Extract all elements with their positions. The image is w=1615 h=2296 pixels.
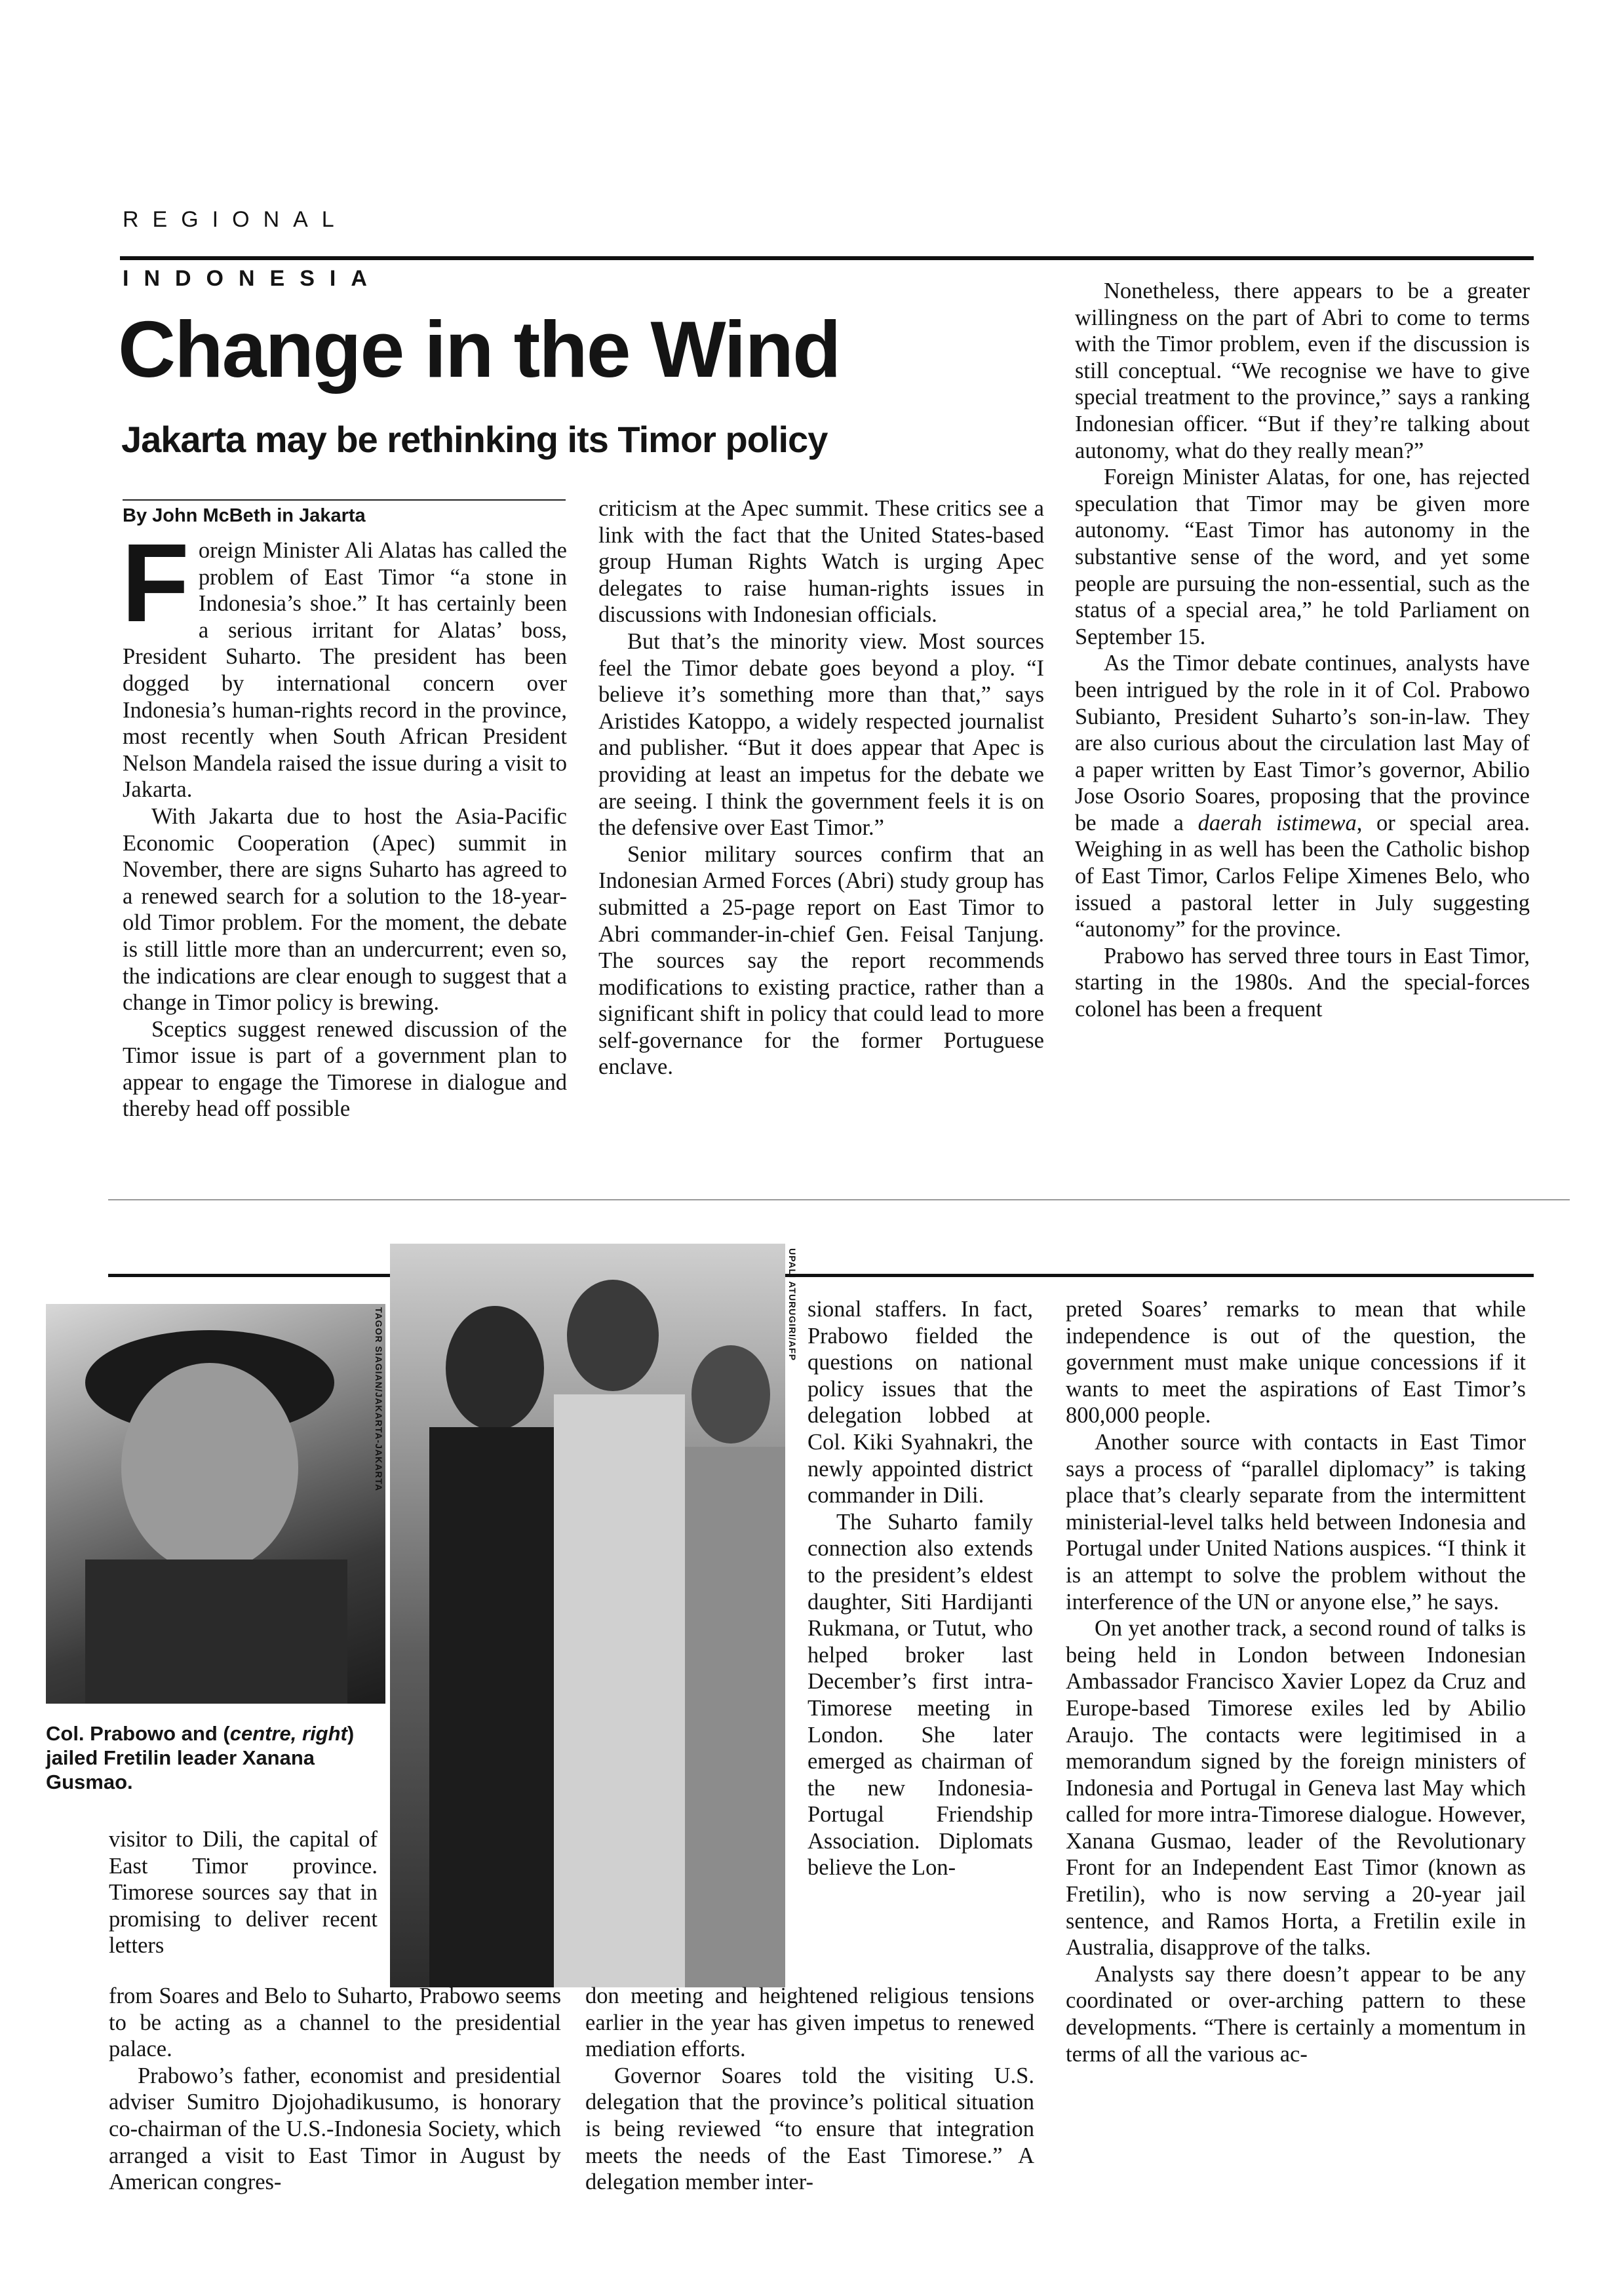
paragraph: Another source with contacts in East Timor says a process of “parallel diplomacy” is taking place that’s clearly separate from the intermittent ministerial-level talks held between Indonesia and Portugal under United Nations auspices. “I think it is an attempt to solve the problem without the interference of the UN or anyone else,” he says. (1066, 1429, 1526, 1615)
photo-credit-left: TAGOR SIAGIAN/JAKARTA-JAKARTA (374, 1307, 384, 1491)
bottom-middle-column (585, 1983, 1034, 2196)
bottom-right-column (1066, 1296, 1526, 2067)
bottom-middle-narrow-column (808, 1296, 1033, 1881)
paragraph: Foreign Minister Alatas, for one, has rejected speculation that Timor may be given more autonomy. “East Timor has autonomy in the substantive sense of the word, and yet some people are pursuing the non-essential, such as the status of a special area,” he told Parliament on September 15. (1075, 465, 1530, 649)
photo-gusmao-escorted (390, 1244, 785, 1987)
paragraph: preted Soares’ remarks to mean that while independence is out of the question, the government must make unique concessions if it wants to meet the aspirations of East Timor’s 800,000 people. (1066, 1297, 1526, 1428)
deck: Jakarta may be rethinking its Timor policy (121, 419, 828, 460)
photo-credit-right: UPALI ATURUGIRI/AFP (787, 1248, 798, 1361)
paragraph: With Jakarta due to host the Asia-Pacific Economic Cooperation (Apec) summit in November, there are signs Suharto has agreed to a renewed search for a solution to the 18-year-old Timor problem. For the moment, the debate is still little more than an undercurrent; even so, the indications are clear enough to suggest that a change in Timor policy is brewing. (123, 803, 567, 1016)
paragraph: Senior military sources confirm that an Indonesian Armed Forces (Abri) study group has submitted a 25-page report on East Timor to Abri commander-in-chief Gen. Feisal Tanjung. The sources say the report recommends modifications to existing practice, rather than a significant shift in policy that could lead to more self-governance for the former Portuguese enclave. (598, 841, 1044, 1080)
kicker: INDONESIA (123, 266, 382, 291)
paragraph: Prabowo has served three tours in East Timor, starting in the 1980s. And the special-forces colonel has been a frequent (1075, 943, 1530, 1022)
text-run: As the Timor debate continues, analysts have been intrigued by the role in it of Col. Prabowo Subianto, President Suharto’s son-in-law. They are also curious about the circulation last May of a paper written by East Timor’s governor, Abilio Jose Osorio Soares, proposing that the province be made a (1075, 651, 1530, 835)
photo-prabowo-portrait (46, 1304, 385, 1704)
paragraph: Nonetheless, there appears to be a greater willingness on the part of Abri to come to terms with the Timor problem, even if the discussion is still conceptual. “We recognise we have to give special treatment to the province,” says a ranking Indonesian officer. “But if they’re talking about autonomy, what do they really mean?” (1075, 278, 1530, 463)
photo-caption (46, 1721, 387, 1794)
italic-term: daerah istimewa (1197, 810, 1357, 835)
bottom-left-column (109, 1983, 561, 2196)
paragraph: Prabowo’s father, economist and presidential adviser Sumitro Djojohadikusumo, is honorary co-chairman of the U.S.-Indonesia Society, which arranged a visit to East Timor in August by American congres- (109, 2063, 561, 2195)
byline-rule (123, 499, 566, 501)
section-divider (108, 1199, 1570, 1200)
caption-italic: centre, right (229, 1722, 347, 1745)
caption-text: Col. Prabowo and ( (46, 1722, 230, 1745)
paragraph: Analysts say there doesn’t appear to be any coordinated or over-arching pattern to these developments. “There is certainly a momentum in terms of all the various ac- (1066, 1961, 1526, 2067)
caption-text: ) jailed Fretilin leader Xanana Gusmao. (46, 1722, 355, 1793)
paragraph: But that’s the minority view. Most sources feel the Timor debate goes beyond a ploy. “I believe it’s something more than that,” says Aristides Katoppo, a widely respected journalist and publisher. “But it does appear that Apec is providing at least an impetus for the debate we are seeing. I think the government feels it is on the defensive over East Timor.” (598, 628, 1044, 841)
paragraph: oreign Minister Ali Alatas has called the problem of East Timor “a stone in Indonesia’s shoe.” It has certainly been a serious irritant for Alatas’ boss, President Suharto. The president has been dogged by international concern over Indonesia’s human-rights record in the province, most recently when South African President Nelson Mandela raised the issue during a visit to Jakarta. (123, 538, 567, 803)
drop-cap: F (121, 521, 189, 645)
bottom-section-rule (108, 1274, 1534, 1277)
paragraph: sional staffers. In fact, Prabowo fielded the questions on national policy issues that the delegation lobbed at Col. Kiki Syahnakri, the newly appointed district commander in Dili. (808, 1297, 1033, 1508)
text-run: , or special area. Weighing in as well has been the Catholic bishop of East Timor, Carlos Felipe Ximenes Belo, who issued a pastoral letter in July suggesting “autonomy” for the province. (1075, 810, 1530, 942)
paragraph (1075, 650, 1530, 943)
byline: By John McBeth in Jakarta (123, 505, 366, 526)
portrait-silhouette (46, 1304, 385, 1704)
paragraph: don meeting and heightened religious tensions earlier in the year has given impetus to renewed mediation efforts. (585, 1983, 1034, 2062)
paragraph: The Suharto family connection also extends to the president’s eldest daughter, Siti Hardijanti Rukmana, or Tutut, who helped broker last December’s first intra-Timorese meeting in London. She later emerged as chairman of the new Indonesia-Portugal Friendship Association. Diplomats believe the Lon- (808, 1509, 1033, 1881)
paragraph: from Soares and Belo to Suharto, Prabowo seems to be acting as a channel to the presidential palace. (109, 1983, 561, 2062)
paragraph: visitor to Dili, the capital of East Timor province. Timorese sources say that in promising to deliver recent letters (109, 1827, 378, 1959)
headline: Change in the Wind (118, 305, 840, 394)
group-silhouette (390, 1244, 785, 1987)
paragraph: On yet another track, a second round of talks is being held in London between Indonesian Ambassador Francisco Xavier Lopez da Cruz and Europe-based Timorese exiles led by Abilio Araujo. The contacts were legitimised in a memorandum signed by the foreign ministers of Indonesia and Portugal in Geneva last May which called for more intra-Timorese dialogue. However, Xanana Gusmao, leader of the Revolutionary Front for an Independent East Timor (known as Fretilin), who is now serving a 20-year jail sentence, and Ramos Horta, a Fretilin exile in Australia, disapprove of the talks. (1066, 1616, 1526, 1961)
bottom-left-narrow-column (109, 1826, 378, 1959)
paragraph: Sceptics suggest renewed discussion of the Timor issue is part of a government plan to appear to engage the Timorese in dialogue and thereby head off possible (123, 1016, 567, 1122)
paragraph: criticism at the Apec summit. These critics see a link with the fact that the United States-based group Human Rights Watch is urging Apec delegates to raise human-rights issues in discussions with Indonesian officials. (598, 496, 1044, 628)
top-rule (120, 256, 1534, 260)
paragraph: Governor Soares told the visiting U.S. delegation that the province’s political situation is being reviewed “to ensure that integration meets the needs of the East Timorese.” A delegation member inter- (585, 2063, 1034, 2195)
top-column-3 (1075, 278, 1530, 1023)
top-column-2 (598, 495, 1044, 1081)
top-column-1 (121, 521, 567, 1122)
section-label: REGIONAL (123, 207, 348, 232)
